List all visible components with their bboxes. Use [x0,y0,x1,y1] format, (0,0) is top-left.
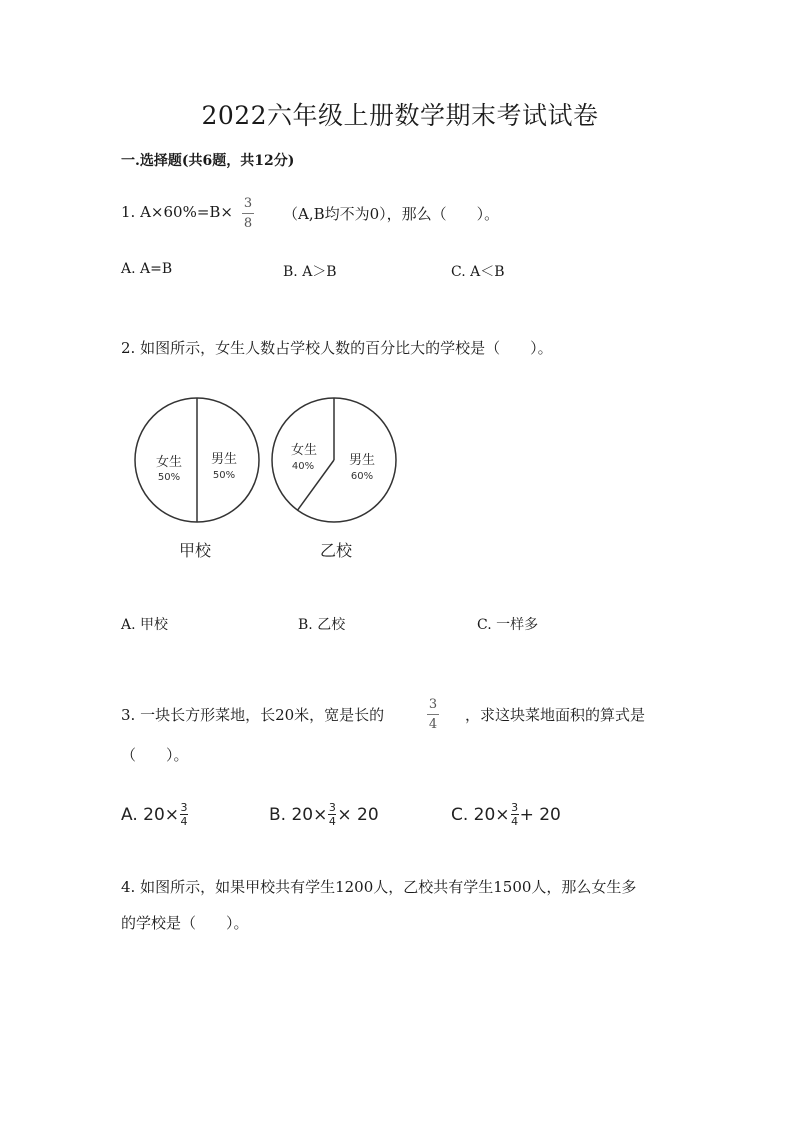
pie-b-school-name: 乙校 [319,541,353,560]
pie-a-boys-label: 男生 [210,452,238,467]
q3-option-a [121,802,189,827]
q3-fraction-denominator: 4 [428,717,438,732]
q1-fraction-numerator: 3 [243,196,253,211]
pie-a-girls-pct: 50% [157,472,181,483]
q1-option-a: A. A=B [121,261,173,277]
q3-option-b-den: 4 [328,815,336,828]
pie-charts [120,390,420,570]
pie-b-girls-pct: 40% [291,461,315,472]
q3-option-c-den: 4 [511,815,519,828]
q1-fraction [242,196,254,231]
q3-option-b [269,802,379,827]
q3-option-b-num: 3 [328,801,336,814]
q3-option-c [451,802,561,827]
q3-option-c-num: 3 [511,801,519,814]
q1-text-end: （A,B均不为0），那么（ ）。 [283,205,500,223]
pie-b-boys-pct: 60% [350,471,374,482]
q3-option-c-fraction [511,802,519,827]
q3-option-b-fraction [328,802,336,827]
q2-option-a: A. 甲校 [121,617,169,633]
fraction-bar [427,714,439,715]
q3-fraction-numerator: 3 [428,697,438,712]
pie-b-boys-label: 男生 [348,453,376,468]
pie-b-girls-label: 女生 [290,443,318,458]
q3-option-a-label: A. 20× [121,804,180,825]
q1-option-c: C. A＜B [451,264,505,280]
q4-text-line2: 的学校是（ ）。 [121,914,249,932]
q1-option-b: B. A＞B [283,264,337,280]
q1-text-start: 1. A×60%=B× [121,203,233,221]
q3-text-start: 3. 一块长方形菜地，长20米，宽是长的 [121,706,385,724]
q3-option-a-den: 4 [180,815,188,828]
q3-option-a-fraction [180,802,188,827]
q4-text-line1: 4. 如图所示，如果甲校共有学生1200人，乙校共有学生1500人，那么女生多 [121,878,637,896]
q2-option-c: C. 一样多 [477,617,539,633]
section-heading: 一.选择题(共6题，共12分) [121,153,295,169]
fraction-bar [242,213,254,214]
q2-text: 2. 如图所示，女生人数占学校人数的百分比大的学校是（ ）。 [121,339,553,357]
q3-option-c-label: C. 20× [451,804,510,825]
q3-option-b-label: B. 20× [269,804,328,825]
page-title: 2022六年级上册数学期末考试试卷 [201,101,599,130]
q1-fraction-denominator: 8 [243,216,253,231]
pie-a-boys-pct: 50% [212,470,236,481]
q2-option-b: B. 乙校 [298,617,346,633]
q3-text-line2: （ ）。 [121,746,189,764]
q3-text-end: ，求这块菜地面积的算式是 [465,706,646,724]
q3-option-a-num: 3 [180,801,188,814]
q3-option-c-tail: + 20 [519,804,561,825]
q3-fraction [427,697,439,732]
pie-a-school-name: 甲校 [178,541,212,560]
q3-option-b-tail: × 20 [337,804,379,825]
pie-a-girls-label: 女生 [155,455,183,470]
